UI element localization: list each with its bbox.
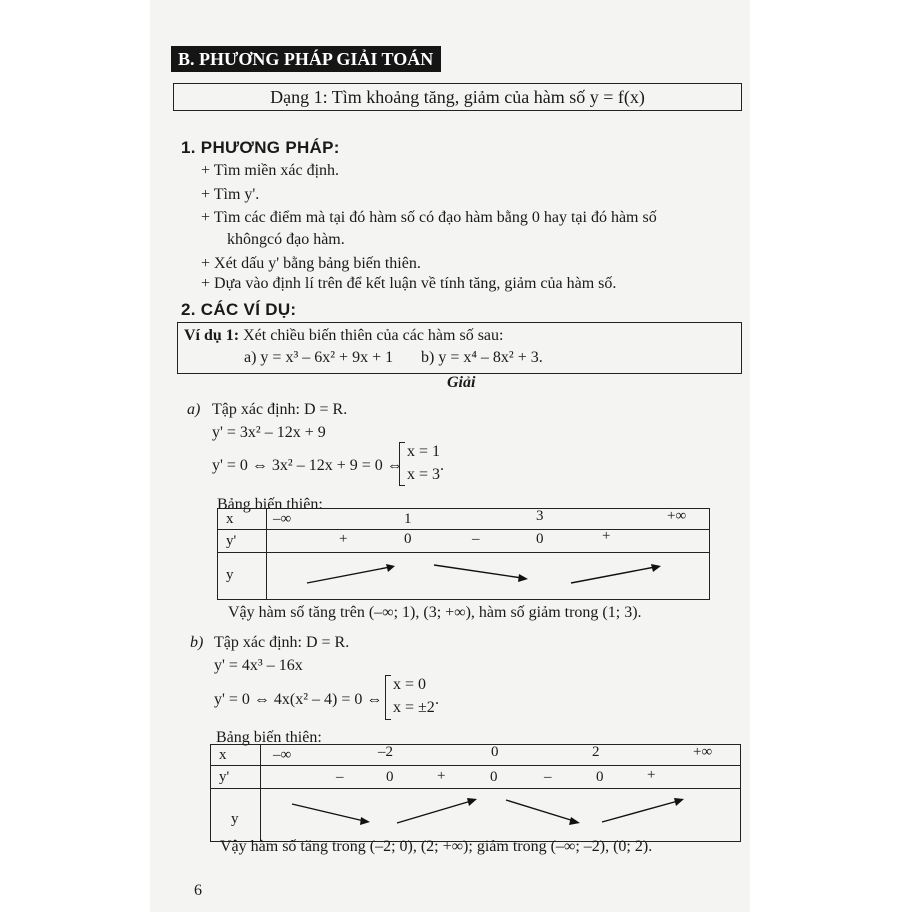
method-heading: 1. PHƯƠNG PHÁP:: [181, 138, 340, 157]
table-row-yprime: [218, 530, 710, 553]
table-sign: +: [437, 768, 446, 784]
method-step-1: + Tìm miền xác định.: [201, 162, 340, 179]
table-x-value: –∞: [273, 511, 292, 527]
table-sign: 0: [536, 531, 544, 547]
table-row-label-yprime: y': [219, 769, 230, 785]
table-sign: 0: [596, 769, 604, 785]
dang-title: Dạng 1: Tìm khoảng tăng, giảm của hàm số y = f(x): [270, 87, 645, 107]
part-a-marker: a): [187, 401, 201, 418]
method-step-2: + Tìm y'.: [201, 186, 260, 203]
part-b-domain: Tập xác định: D = R.: [214, 634, 350, 651]
table-sign: 0: [404, 531, 412, 547]
part-a-arrows: [267, 553, 707, 599]
table-x-value: +∞: [667, 508, 687, 524]
table-sign: 0: [490, 769, 498, 785]
increasing-arrow: [602, 798, 684, 822]
part-b-variation-table: [210, 744, 741, 842]
part-b-arrows: [261, 789, 741, 841]
table-row-label-y: y: [226, 567, 234, 583]
part-a-table-label: Bảng biến thiên:: [217, 496, 323, 513]
part-b-bracket: [385, 675, 391, 720]
table-sign: +: [602, 528, 611, 544]
part-b-root-1: x = 0: [393, 676, 427, 693]
part-b-period: .: [435, 691, 439, 708]
table-sign: +: [647, 767, 656, 783]
part-b-marker: b): [190, 634, 204, 651]
table-x-value: 2: [592, 744, 600, 760]
part-a-domain: Tập xác định: D = R.: [212, 401, 348, 418]
decreasing-arrow: [506, 800, 580, 825]
method-step-4: + Xét dấu y' bằng bảng biến thiên.: [201, 255, 421, 272]
part-a-period: .: [440, 457, 444, 474]
table-row-x: [218, 509, 710, 530]
method-step-3-cont: khôngcó đạo hàm.: [227, 231, 345, 248]
section-header: B. PHƯƠNG PHÁP GIẢI TOÁN: [171, 46, 441, 72]
method-step-5: + Dựa vào định lí trên để kết luận về tính tăng, giảm của hàm số.: [201, 275, 617, 292]
example-1-a: a) y = x³ – 6x² + 9x + 1: [244, 349, 394, 366]
increasing-arrow: [571, 564, 661, 583]
table-sign: –: [336, 769, 344, 785]
table-row-y: [218, 553, 710, 600]
table-row-label-x: x: [219, 747, 227, 763]
page-number: 6: [194, 882, 202, 899]
table-x-value: –2: [378, 744, 393, 760]
increasing-arrow: [397, 798, 477, 823]
table-row-label-x: x: [226, 511, 234, 527]
decreasing-arrow: [434, 565, 528, 582]
part-a-root-1: x = 1: [407, 443, 441, 460]
table-sign: +: [339, 531, 348, 547]
decreasing-arrow: [292, 804, 370, 825]
part-a-equation: y' = 0 ⇔ 3x² – 12x + 9 = 0 ⇔: [212, 457, 403, 474]
table-row-label-yprime: y': [226, 533, 237, 549]
table-x-value: 0: [491, 744, 499, 760]
method-step-3: + Tìm các điểm mà tại đó hàm số có đạo hàm bằng 0 hay tại đó hàm số: [201, 209, 657, 226]
table-x-value: 1: [404, 511, 412, 527]
table-sign: 0: [386, 769, 394, 785]
example-1-prompt: [184, 327, 503, 345]
dang-title-box: [173, 83, 742, 111]
part-a-variation-table: [217, 508, 710, 600]
example-1-label: Ví dụ 1:: [184, 327, 240, 344]
book-page: [150, 0, 750, 912]
solution-heading: Giải: [447, 374, 476, 391]
part-b-conclusion: Vậy hàm số tăng trong (–2; 0), (2; +∞); giảm trong (–∞; –2), (0; 2).: [220, 838, 653, 855]
part-b-root-2: x = ±2: [393, 699, 435, 716]
example-1-text: Xét chiều biến thiên của các hàm số sau:: [239, 327, 504, 344]
part-a-bracket: [399, 442, 405, 486]
examples-heading: 2. CÁC VÍ DỤ:: [181, 300, 297, 319]
part-b-equation: y' = 0 ⇔ 4x(x² – 4) = 0 ⇔: [214, 691, 383, 708]
table-sign: –: [544, 769, 552, 785]
example-1-b: b) y = x⁴ – 8x² + 3.: [421, 349, 543, 366]
table-x-value: –∞: [273, 747, 292, 763]
table-row-yprime: [211, 766, 741, 789]
table-x-value: 3: [536, 508, 544, 524]
part-b-derivative: y' = 4x³ – 16x: [214, 657, 303, 674]
part-a-derivative: y' = 3x² – 12x + 9: [212, 424, 326, 441]
table-row-y: [211, 789, 741, 842]
part-a-conclusion: Vậy hàm số tăng trên (–∞; 1), (3; +∞), hàm số giảm trong (1; 3).: [228, 604, 642, 621]
part-b-table-label: Bảng biến thiên:: [216, 729, 322, 746]
table-row-x: [211, 745, 741, 766]
example-1-box: [177, 322, 742, 374]
increasing-arrow: [307, 564, 395, 583]
table-x-value: +∞: [693, 744, 713, 760]
table-sign: –: [472, 531, 480, 547]
table-row-label-y: y: [231, 811, 239, 827]
part-a-root-2: x = 3: [407, 466, 441, 483]
